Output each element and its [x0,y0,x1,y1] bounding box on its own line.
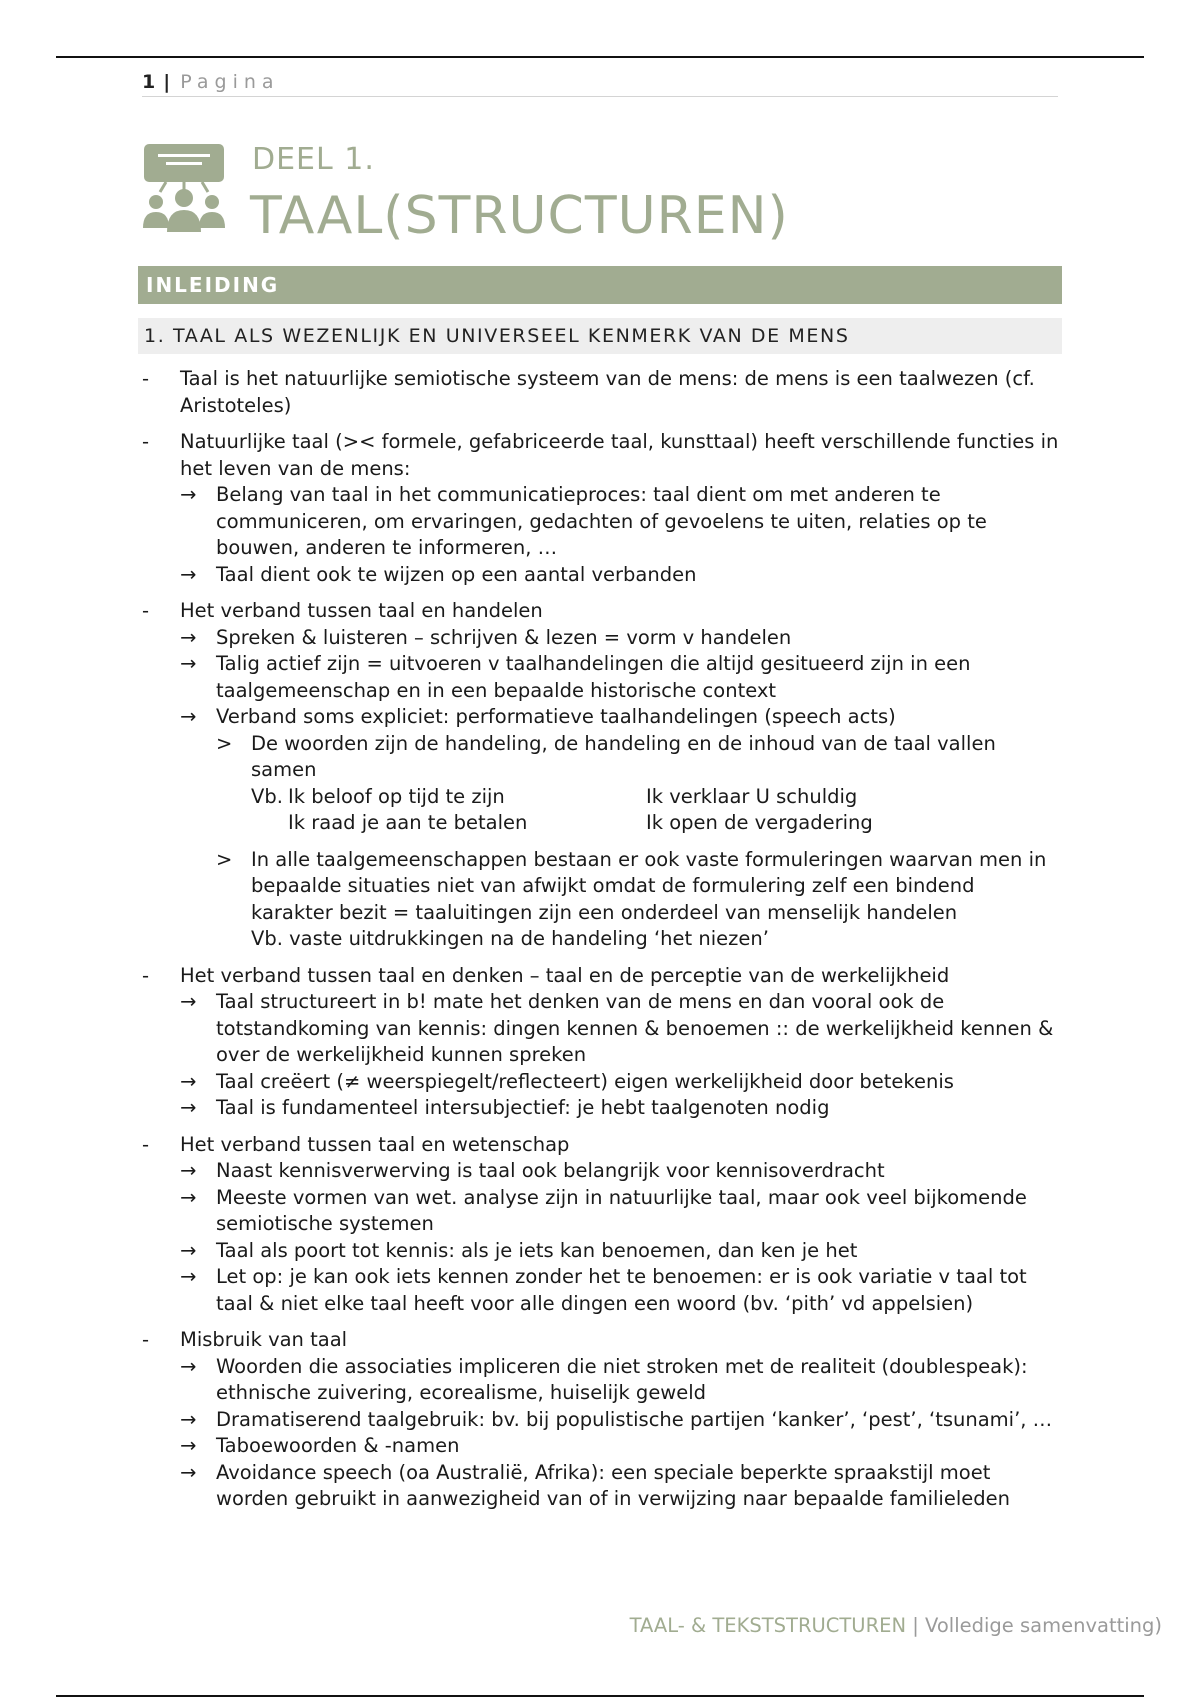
sub-item-text: Avoidance speech (oa Australië, Afrika): een speciale beperkte spraakstijl moet worden gebruikt in aanwezigheid van of in verwijzing naar bepaalde familieleden [216,1460,1010,1510]
arrow-icon: → [180,562,197,586]
arrow-icon: → [180,1238,197,1262]
sub-item-text: Naast kennisverwerving is taal ook belangrijk voor kennisoverdracht [216,1159,885,1182]
page-separator: | [163,71,171,93]
bullet-dash: - [142,430,150,453]
arrow-icon: → [180,1096,197,1119]
sub-list-item [138,1095,1062,1122]
sub-list-item [138,625,1062,652]
page-footer [0,1613,1162,1639]
footer-separator: | [912,1614,919,1637]
example-cell: Ik verklaar U schuldig [646,784,858,808]
item-text: Taal is het natuurlijke semiotische systeem van de mens: de mens is een taalwezen (cf. Aristoteles) [180,367,1035,417]
example-cell: Ik beloof op tijd te zijn [288,784,505,808]
arrow-icon: → [180,990,197,1013]
list-item [138,366,1062,419]
sub-item-text: Taal creëert (≠ weerspiegelt/reflecteert) eigen werkelijkheid door betekenis [216,1069,954,1093]
example-prefix: Vb. [251,784,283,808]
footer-title: TAAL- & TEKSTSTRUCTUREN [629,1614,907,1637]
item-text: Natuurlijke taal (>< formele, gefabriceerde taal, kunsttaal) heeft verschillende functies in het leven van de mens: [180,430,1059,480]
page-word: Pagina [180,71,280,93]
arrow-icon: → [180,705,197,728]
sub-item-text: Taal structureert in b! mate het denken van de mens en dan vooral ook de totstandkoming van kennis: dingen kennen & benoemen :: de werkelijkheid kennen & over de werkelijkheid kunnen spreken [216,990,1054,1066]
example-cell: Ik open de vergadering [646,811,873,834]
sub-sub-item-example: Vb. vaste uitdrukkingen na de handeling ‘het niezen’ [251,927,769,950]
sub-list-item [138,1354,1062,1407]
arrow-icon: → [180,483,197,506]
footer-subtitle: Volledige samenvatting) [925,1614,1162,1637]
sub-list-item [138,989,1062,1069]
sub-list-item [138,704,1062,731]
arrow-icon: → [180,1354,197,1378]
example-block [138,784,1062,837]
sub-list-item [138,651,1062,704]
item-text: Het verband tussen taal en denken – taal en de perceptie van de werkelijkheid [180,963,950,987]
sub-sub-item-text: De woorden zijn de handeling, de handeling en de inhoud van de taal vallen samen [251,731,996,781]
sub-item-text: Dramatiserend taalgebruik: bv. bij populistische partijen ‘kanker’, ‘pest’, ‘tsunami’, … [216,1407,1053,1431]
sub-list-item [138,1433,1062,1460]
sub-item-text: Meeste vormen van wet. analyse zijn in natuurlijke taal, maar ook veel bijkomende semiotische systemen [216,1185,1027,1235]
example-row [251,810,1062,837]
example-row [251,784,1062,811]
sub-item-text: Verband soms expliciet: performatieve taalhandelingen (speech acts) [216,705,896,728]
section-heading: INLEIDING [138,266,1062,304]
sub-item-text: Taboewoorden & -namen [216,1434,460,1457]
bullet-dash: - [142,1132,150,1156]
list-item [138,598,1062,625]
gt-marker: > [216,731,233,755]
page-number: 1 [142,71,156,93]
sub-list-item [138,1185,1062,1238]
arrow-icon: → [180,1407,197,1431]
sub-item-text: Belang van taal in het communicatieproces: taal dient om met anderen te communiceren, om ervaringen, gedachten of gevoelens te uiten, relaties op te bouwen, anderen te informeren, … [216,483,987,559]
bullet-dash: - [142,963,150,987]
page-header [142,70,1058,97]
list-item [138,429,1062,482]
bullet-dash: - [142,367,150,390]
sub-list-item [138,1069,1062,1096]
top-rule [56,56,1144,58]
sub-item-text: Taal als poort tot kennis: als je iets kan benoemen, dan ken je het [216,1238,858,1262]
sub-list-item [138,1460,1062,1513]
sub-list-item [138,482,1062,562]
sub-item-text: Taal dient ook te wijzen op een aantal verbanden [216,562,697,586]
list-item [138,1132,1062,1159]
item-text: Misbruik van taal [180,1328,348,1351]
sub-list-item [138,1158,1062,1185]
arrow-icon: → [180,625,197,649]
sub-sub-list-item [138,731,1062,784]
part-label: DEEL 1. [252,142,375,177]
bullet-dash: - [142,599,150,622]
example-cell: Ik raad je aan te betalen [288,811,528,834]
arrow-icon: → [180,1185,197,1209]
list-item [138,1327,1062,1354]
sub-item-text: Taal is fundamenteel intersubjectief: je hebt taalgenoten nodig [216,1096,830,1119]
gt-marker: > [216,847,233,871]
sub-item-text: Spreken & luisteren – schrijven & lezen = vorm v handelen [216,625,792,649]
presentation-audience-icon [142,140,228,236]
subsection-heading: 1. TAAL ALS WEZENLIJK EN UNIVERSEEL KENMERK VAN DE MENS [138,318,1062,354]
sub-sub-list-item [138,847,1062,953]
arrow-icon: → [180,1159,197,1182]
list-item [138,963,1062,990]
arrow-icon: → [180,1265,197,1288]
sub-list-item [138,1264,1062,1317]
bullet-dash: - [142,1328,150,1351]
content-body [138,366,1062,1513]
sub-sub-item-text: In alle taalgemeenschappen bestaan er ook vaste formuleringen waarvan men in bepaalde situaties niet van afwijkt omdat de formulering zelf een bindend karakter bezit = taaluitingen zijn een onderdeel van menselijk handelen [251,847,1047,924]
arrow-icon: → [180,1434,197,1457]
item-text: Het verband tussen taal en handelen [180,599,543,622]
arrow-icon: → [180,1460,197,1484]
sub-list-item [138,1407,1062,1434]
sub-item-text: Talig actief zijn = uitvoeren v taalhandelingen die altijd gesitueerd zijn in een taalgemeenschap en in een bepaalde historische context [216,652,971,702]
item-text: Het verband tussen taal en wetenschap [180,1132,570,1156]
arrow-icon: → [180,652,197,675]
sub-list-item [138,562,1062,589]
sub-item-text: Woorden die associaties impliceren die niet stroken met de realiteit (doublespeak): ethnische zuivering, ecorealisme, huiselijk geweld [216,1354,1028,1404]
arrow-icon: → [180,1069,197,1093]
sub-list-item [138,1238,1062,1265]
bottom-rule [56,1695,1144,1697]
page-title: TAAL(STRUCTUREN) [250,186,789,246]
sub-item-text: Let op: je kan ook iets kennen zonder het te benoemen: er is ook variatie v taal tot taal & niet elke taal heeft voor alle dingen een woord (bv. ‘pith’ vd appelsien) [216,1265,1027,1315]
